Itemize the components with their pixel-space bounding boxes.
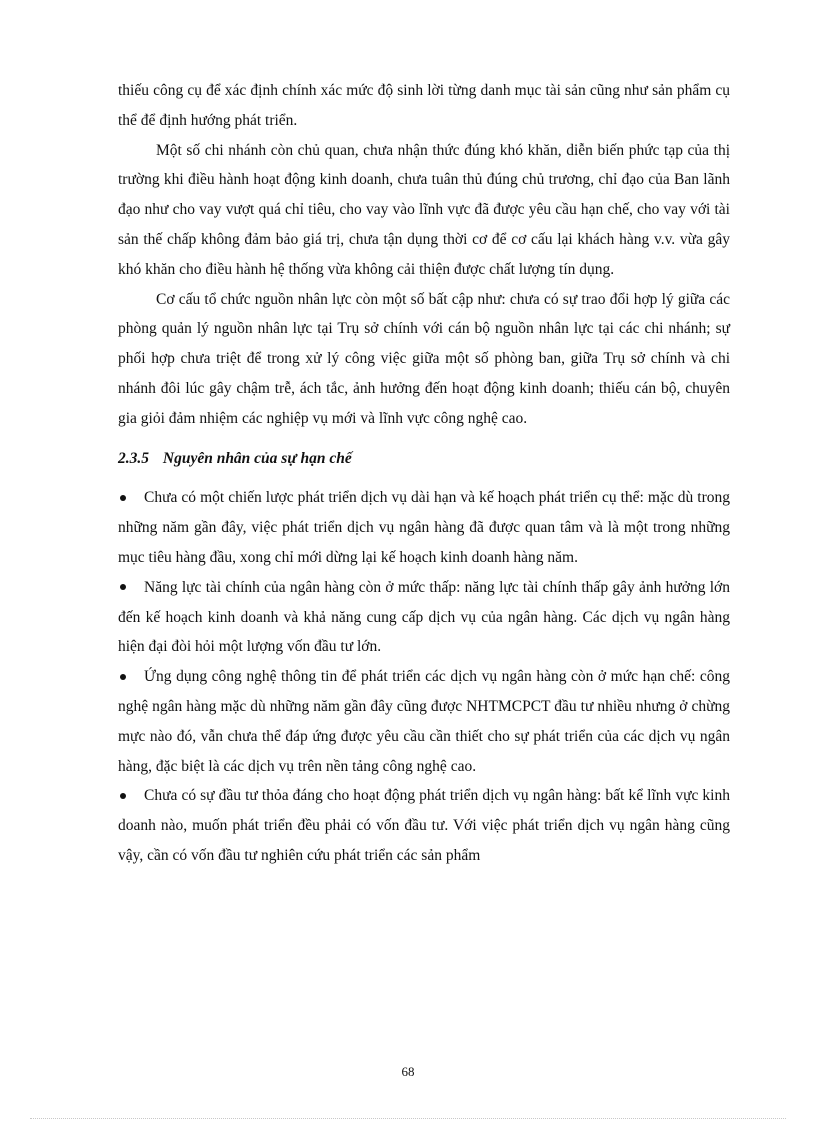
- bullet-icon: [118, 662, 144, 692]
- bullet-text: Ứng dụng công nghệ thông tin để phát triển các dịch vụ ngân hàng còn ở mức hạn chế: công nghệ ngân hàng mặc dù những năm gần đây cũng được NHTMCPCT đầu tư nhiều nhưng ở chừng mực nào đó, vẫn chưa thể đáp ứng được yêu cầu cần thiết cho sự phát triển của các dịch vụ ngân hàng, đặc biệt là các dịch vụ trên nền tảng công nghệ cao.: [118, 668, 730, 775]
- paragraph-branches: Một số chi nhánh còn chủ quan, chưa nhận thức đúng khó khăn, diễn biến phức tạp của thị trường khi điều hành hoạt động kinh doanh, chưa tuân thủ đúng chủ trương, chỉ đạo của Ban lãnh đạo như cho vay vượt quá chỉ tiêu, cho vay vào lĩnh vực đã được yêu cầu hạn chế, cho vay với tài sản thế chấp không đảm bảo giá trị, chưa tận dụng thời cơ để cơ cấu lại khách hàng v.v. vừa gây khó khăn cho điều hành hệ thống vừa không cải thiện được chất lượng tín dụng.: [118, 141, 730, 278]
- page-bottom-divider: [30, 1118, 786, 1119]
- bullet-icon: [118, 781, 144, 811]
- bullet-icon: [118, 573, 144, 603]
- paragraph-continuation: thiếu công cụ để xác định chính xác mức độ sinh lời từng danh mục tài sản cũng như sản phẩm cụ thể để định hướng phát triển.: [118, 82, 730, 129]
- paragraph-hr-structure: Cơ cấu tổ chức nguồn nhân lực còn một số bất cập như: chưa có sự trao đổi hợp lý giữa các phòng quản lý nguồn nhân lực tại Trụ sở chính với cán bộ nguồn nhân lực tại các chi nhánh; sự phối hợp chưa triệt để trong xử lý công việc giữa một số phòng ban, giữa Trụ sở chính và chi nhánh đôi lúc gây chậm trễ, ách tắc, ảnh hưởng đến hoạt động kinh doanh; thiếu cán bộ, chuyên gia giỏi đảm nhiệm các nghiệp vụ mới và lĩnh vực công nghệ cao.: [118, 290, 730, 427]
- bullet-item-technology: [118, 662, 730, 781]
- bullet-text: Năng lực tài chính của ngân hàng còn ở mức thấp: năng lực tài chính thấp gây ảnh hưởng lớn đến kế hoạch kinh doanh và khả năng cung cấp dịch vụ của ngân hàng. Các dịch vụ ngân hàng hiện đại đòi hỏi một lượng vốn đầu tư lớn.: [118, 578, 730, 656]
- section-heading: [118, 444, 730, 474]
- page-content: [118, 76, 730, 871]
- page-number: 68: [401, 1064, 415, 1079]
- bullet-text: Chưa có một chiến lược phát triển dịch vụ dài hạn và kế hoạch phát triển cụ thể: mặc dù trong những năm gần đây, việc phát triển dịch vụ ngân hàng đã được quan tâm và là một trong những mục tiêu hàng đầu, xong chỉ mới dừng lại kế hoạch kinh doanh hàng năm.: [118, 489, 730, 566]
- bullet-item-investment: [118, 781, 730, 870]
- section-title: Nguyên nhân của sự hạn chế: [162, 449, 352, 467]
- bullet-item-strategy: [118, 483, 730, 572]
- bullet-icon: [118, 483, 144, 513]
- bullet-text: Chưa có sự đầu tư thỏa đáng cho hoạt động phát triển dịch vụ ngân hàng: bất kể lĩnh vực kinh doanh nào, muốn phát triển đều phải có vốn đầu tư. Với việc phát triển dịch vụ ngân hàng cũng vậy, cần có vốn đầu tư nghiên cứu phát triển các sản phẩm: [118, 787, 730, 864]
- bullet-item-finance: [118, 573, 730, 662]
- section-number: 2.3.5: [118, 449, 149, 467]
